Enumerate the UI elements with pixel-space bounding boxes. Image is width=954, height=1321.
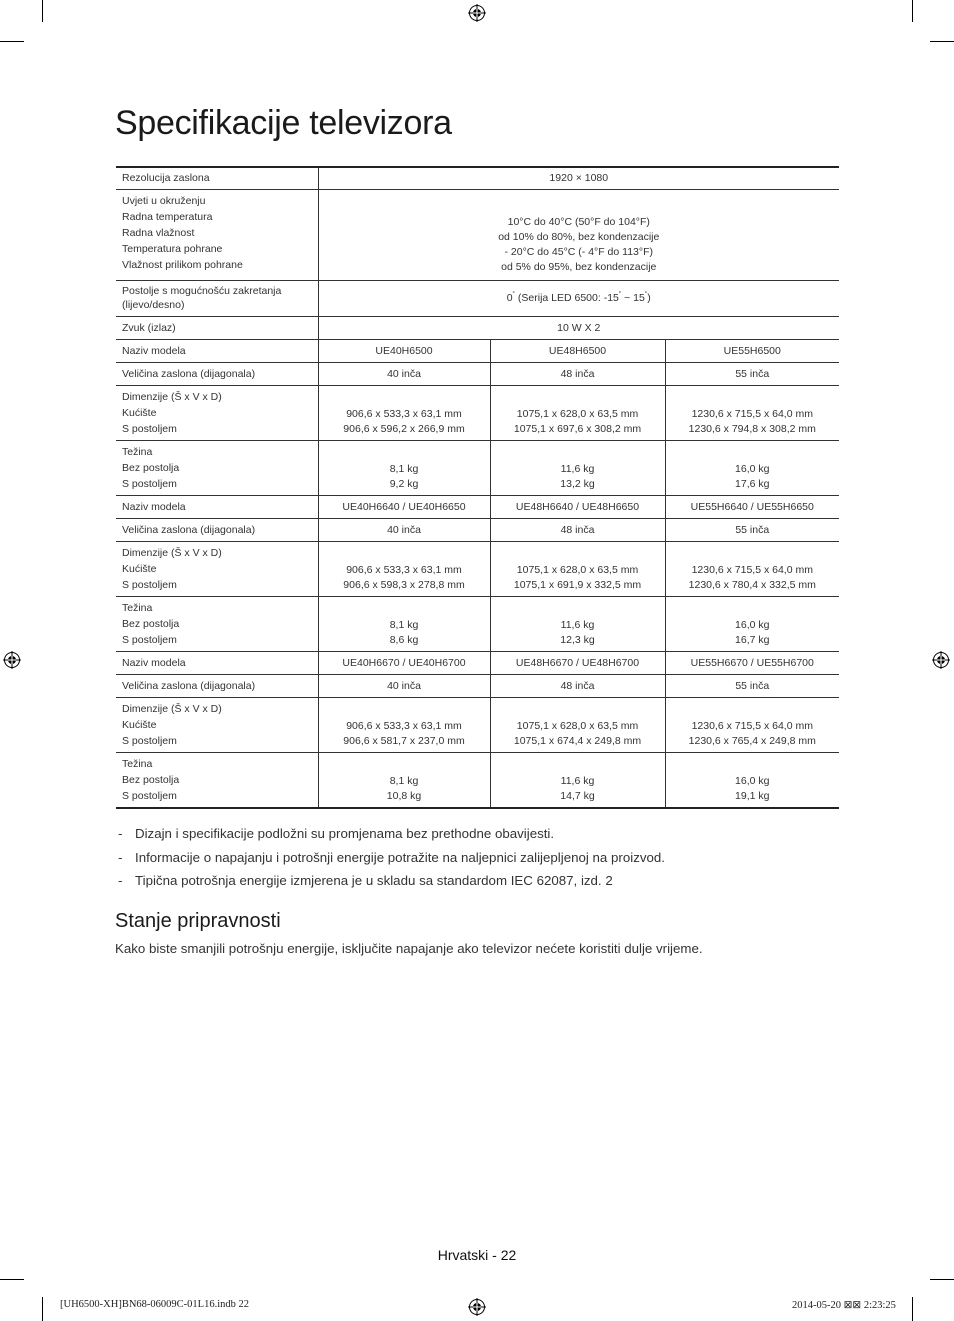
registration-mark-icon <box>3 651 21 669</box>
table-row <box>116 495 839 518</box>
dimensions-value <box>490 541 665 596</box>
value-line: 906,6 x 598,3 x 278,8 mm <box>343 578 465 591</box>
slug-file: [UH6500-XH]BN68-06009C-01L16.indb 22 <box>60 1299 249 1310</box>
label-line: S postoljem <box>122 633 177 646</box>
value-line: 9,2 kg <box>389 477 419 490</box>
table-row <box>116 651 839 674</box>
value-line: 906,6 x 581,7 x 237,0 mm <box>343 734 465 747</box>
crop-mark-icon <box>42 0 43 22</box>
weight-value <box>318 752 490 808</box>
row-label: Naziv modela <box>116 339 318 362</box>
label-line: S postoljem <box>122 734 177 747</box>
row-label: Naziv modela <box>116 651 318 674</box>
value-line: 1075,1 x 691,9 x 332,5 mm <box>513 578 642 591</box>
screen-size: 48 inča <box>490 518 665 541</box>
value-line: 8,6 kg <box>389 633 419 646</box>
registration-mark-icon <box>932 651 950 669</box>
swivel-main: 0 <box>506 292 513 304</box>
table-row <box>116 697 839 752</box>
label-line: Bez postolja <box>122 461 180 474</box>
value-line: od 10% do 80%, bez kondenzacije <box>498 230 660 243</box>
screen-size: 40 inča <box>318 674 490 697</box>
swivel-end: ~ 15 <box>621 292 645 304</box>
note-text: Tipična potrošnja energije izmjerena je u skladu sa standardom IEC 62087, izd. 2 <box>135 873 613 888</box>
list-item <box>118 849 665 873</box>
label-line: Kućište <box>122 406 157 419</box>
dimensions-value <box>665 541 839 596</box>
label-line: Dimenzije (Š x V x D) <box>122 546 222 559</box>
value-line: 16,7 kg <box>735 633 770 646</box>
value-line: 16,0 kg <box>735 774 770 787</box>
swivel-series: (Serija LED 6500: -15 <box>514 292 619 304</box>
value-line: - 20°C do 45°C (- 4°F do 113°F) <box>504 245 654 258</box>
row-label: Veličina zaslona (dijagonala) <box>116 674 318 697</box>
section-body: Kako biste smanjili potrošnju energije, isključite napajanje ako televizor nećete koristiti dulje vrijeme. <box>115 941 703 956</box>
model-name: UE48H6500 <box>490 339 665 362</box>
table-row <box>116 518 839 541</box>
crop-mark-icon <box>0 41 24 42</box>
table-row <box>116 596 839 651</box>
row-label <box>116 697 318 752</box>
note-text: Dizajn i specifikacije podložni su promjenama bez prethodne obavijesti. <box>135 826 555 841</box>
label-line: S postoljem <box>122 422 177 435</box>
degree-mark: ˚ <box>618 292 622 299</box>
model-name: UE48H6670 / UE48H6700 <box>490 651 665 674</box>
swivel-close: ) <box>647 292 651 304</box>
value-line: 8,1 kg <box>389 618 419 631</box>
degree-mark: ˚ <box>644 292 648 299</box>
crop-mark-icon <box>0 1279 24 1280</box>
weight-value <box>490 752 665 808</box>
label-line: Bez postolja <box>122 617 180 630</box>
model-name: UE40H6640 / UE40H6650 <box>318 495 490 518</box>
row-label <box>116 280 318 316</box>
notes-list <box>118 825 665 896</box>
model-name: UE40H6670 / UE40H6700 <box>318 651 490 674</box>
value-line: 1230,6 x 780,4 x 332,5 mm <box>688 578 816 591</box>
value-line: 906,6 x 533,3 x 63,1 mm <box>346 563 462 576</box>
screen-size: 40 inča <box>318 362 490 385</box>
value-line: 11,6 kg <box>560 618 595 631</box>
table-row <box>116 339 839 362</box>
weight-value <box>318 596 490 651</box>
section-heading: Stanje pripravnosti <box>115 910 281 932</box>
model-name: UE40H6500 <box>318 339 490 362</box>
value-line: 1230,6 x 794,8 x 308,2 mm <box>688 422 816 435</box>
screen-size: 55 inča <box>665 674 839 697</box>
table-row <box>116 752 839 808</box>
note-text: Informacije o napajanju i potrošnji energije potražite na naljepnici zalijepljenoj na proizvod. <box>135 849 665 865</box>
value-line: 17,6 kg <box>735 477 770 490</box>
label-line: S postoljem <box>122 578 177 591</box>
model-name: UE55H6640 / UE55H6650 <box>665 495 839 518</box>
label-line: Kućište <box>122 562 157 575</box>
label-line: (lijevo/desno) <box>122 298 185 311</box>
label-line: Uvjeti u okruženju <box>122 194 206 207</box>
value-line: 1230,6 x 715,5 x 64,0 mm <box>691 563 813 576</box>
crop-mark-icon <box>912 0 913 22</box>
label-line: Dimenzije (Š x V x D) <box>122 390 222 403</box>
screen-size: 55 inča <box>665 362 839 385</box>
table-row <box>116 674 839 697</box>
weight-value <box>665 440 839 495</box>
row-label: Veličina zaslona (dijagonala) <box>116 518 318 541</box>
value-line: 11,6 kg <box>560 774 595 787</box>
value-line: 906,6 x 533,3 x 63,1 mm <box>346 407 462 420</box>
row-label <box>116 596 318 651</box>
value-line: 906,6 x 596,2 x 266,9 mm <box>343 422 465 435</box>
row-label <box>116 385 318 440</box>
table-row <box>116 189 839 280</box>
value-line: 1075,1 x 628,0 x 63,5 mm <box>516 407 639 420</box>
registration-mark-icon <box>468 4 486 22</box>
row-label: Rezolucija zaslona <box>122 172 210 185</box>
row-value <box>318 189 839 280</box>
table-row <box>116 440 839 495</box>
row-label <box>116 189 318 280</box>
label-line: Težina <box>122 757 153 770</box>
model-name: UE48H6640 / UE48H6650 <box>490 495 665 518</box>
dimensions-value <box>490 697 665 752</box>
table-row <box>116 316 839 339</box>
value-line: 10,8 kg <box>386 789 422 802</box>
dimensions-value <box>318 697 490 752</box>
value-line: 12,3 kg <box>560 633 595 646</box>
value-line: 8,1 kg <box>389 774 419 787</box>
screen-size: 55 inča <box>665 518 839 541</box>
value-line: 16,0 kg <box>735 462 770 475</box>
model-name: UE55H6670 / UE55H6700 <box>665 651 839 674</box>
list-dash: - <box>118 826 123 841</box>
table-row <box>116 167 839 189</box>
label-line: Radna temperatura <box>122 210 213 223</box>
row-label: Naziv modela <box>116 495 318 518</box>
value-line: 11,6 kg <box>560 462 595 475</box>
value-line: 14,7 kg <box>560 789 595 802</box>
row-label <box>116 541 318 596</box>
dimensions-value <box>665 697 839 752</box>
table-row <box>116 385 839 440</box>
value-line: 19,1 kg <box>735 789 770 802</box>
crop-mark-icon <box>912 1297 913 1321</box>
label-line: Bez postolja <box>122 773 180 786</box>
model-name: UE55H6500 <box>665 339 839 362</box>
table-row <box>116 541 839 596</box>
label-line: Vlažnost prilikom pohrane <box>122 258 243 271</box>
weight-value <box>665 752 839 808</box>
weight-value <box>318 440 490 495</box>
dimensions-value <box>318 541 490 596</box>
label-line: Kućište <box>122 718 157 731</box>
slug-datetime: 2014-05-20 ⊠⊠ 2:23:25 <box>792 1300 896 1311</box>
crop-mark-icon <box>930 1279 954 1280</box>
list-dash: - <box>118 849 123 865</box>
value-line: 1230,6 x 715,5 x 64,0 mm <box>691 719 813 732</box>
value-line: od 5% do 95%, bez kondenzacije <box>501 260 657 273</box>
spec-table <box>116 166 839 809</box>
value-line: 906,6 x 533,3 x 63,1 mm <box>346 719 462 732</box>
label-line: Radna vlažnost <box>122 226 195 239</box>
label-line: S postoljem <box>122 789 177 802</box>
value-line: 10°C do 40°C (50°F do 104°F) <box>507 215 650 228</box>
label-line: S postoljem <box>122 477 177 490</box>
screen-size: 40 inča <box>318 518 490 541</box>
value-line: 1075,1 x 674,4 x 249,8 mm <box>513 734 642 747</box>
list-item <box>118 872 665 896</box>
row-value <box>318 280 839 316</box>
weight-value <box>490 440 665 495</box>
crop-mark-icon <box>930 41 954 42</box>
weight-value <box>665 596 839 651</box>
row-value: 10 W X 2 <box>318 316 839 339</box>
dimensions-value <box>490 385 665 440</box>
page-number: Hrvatski - 22 <box>437 1247 517 1263</box>
value-line: 13,2 kg <box>560 477 595 490</box>
row-label: Veličina zaslona (dijagonala) <box>116 362 318 385</box>
crop-mark-icon <box>42 1297 43 1321</box>
value-line: 1230,6 x 765,4 x 249,8 mm <box>688 734 816 747</box>
degree-mark: ˚ <box>512 292 515 299</box>
weight-value <box>490 596 665 651</box>
list-item <box>118 825 665 849</box>
screen-size: 48 inča <box>490 362 665 385</box>
row-label <box>116 752 318 808</box>
label-line: Dimenzije (Š x V x D) <box>122 702 222 715</box>
label-line: Postolje s mogućnošću zakretanja <box>122 284 282 297</box>
value-line: 1075,1 x 628,0 x 63,5 mm <box>516 719 639 732</box>
registration-mark-icon <box>468 1298 486 1316</box>
row-value: 1920 × 1080 <box>318 167 839 189</box>
row-label <box>116 440 318 495</box>
table-row <box>116 362 839 385</box>
screen-size: 48 inča <box>490 674 665 697</box>
dimensions-value <box>665 385 839 440</box>
label-line: Temperatura pohrane <box>122 242 223 255</box>
value-line: 1075,1 x 697,6 x 308,2 mm <box>513 422 642 435</box>
list-dash: - <box>118 873 123 888</box>
value-line: 1075,1 x 628,0 x 63,5 mm <box>516 563 639 576</box>
label-line: Težina <box>122 445 153 458</box>
value-line: 8,1 kg <box>389 462 419 475</box>
row-label: Zvuk (izlaz) <box>116 316 318 339</box>
value-line: 16,0 kg <box>735 618 770 631</box>
table-row <box>116 280 839 316</box>
label-line: Težina <box>122 601 153 614</box>
value-line: 1230,6 x 715,5 x 64,0 mm <box>691 407 813 420</box>
page-title: Specifikacije televizora <box>115 104 452 142</box>
dimensions-value <box>318 385 490 440</box>
